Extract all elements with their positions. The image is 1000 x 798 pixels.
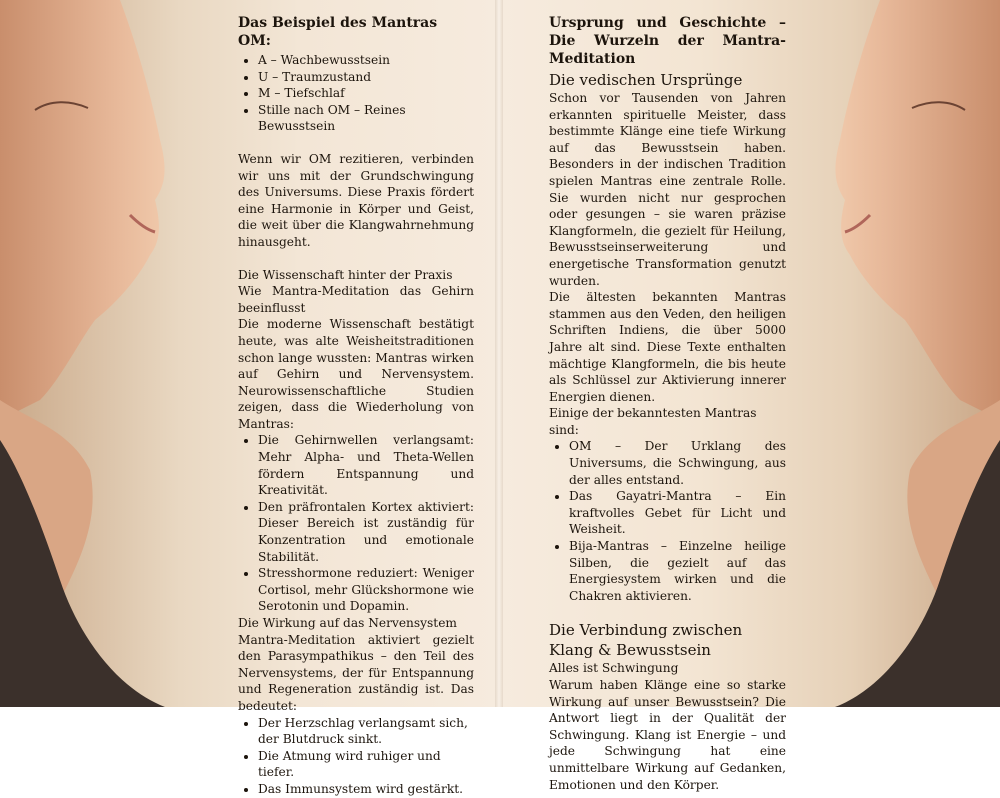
- list-item: • Die Gehirnwellen verlangsamt: Mehr Alpha- und Theta-Wellen fördern Entspannung und Kreativität.: [258, 432, 474, 498]
- om-list: [238, 52, 474, 135]
- science-subheading: Wie Mantra-Meditation das Gehirn beeinflusst: [238, 284, 474, 315]
- list-item: • Stresshormone reduziert: Weniger Cortisol, mehr Glückshormone wie Serotonin und Dopamin.: [258, 565, 474, 615]
- nerve-heading: Die Wirkung auf das Nervensystem: [238, 616, 457, 630]
- left-text-column: [238, 14, 474, 798]
- meditating-woman-left-image: [0, 0, 175, 707]
- list-item: • M – Tiefschlaf: [258, 85, 474, 102]
- science-paragraph: Die moderne Wissenschaft bestätigt heute, was alte Weisheitstraditionen schon lange wussten: Mantras wirken auf Gehirn und Nervensystem. Neurowissenschaftliche Studien zeigen, dass die Wiederholung von Mantras:: [238, 317, 474, 431]
- vedic-paragraph-2: Die ältesten bekannten Mantras stammen aus den Veden, den heiligen Schriften Indiens, die über 5000 Jahre alt sind. Diese Texte enthalten mächtige Klangformeln, die bis heute als Schlüssel zur Aktivierung innerer Energien dienen.: [549, 290, 786, 404]
- om-heading: Das Beispiel des Mantras OM:: [238, 15, 438, 49]
- list-item: • Das Gayatri-Mantra – Ein kraftvolles Gebet für Licht und Weisheit.: [569, 488, 786, 538]
- vedic-heading: Die vedischen Ursprünge: [549, 71, 743, 89]
- list-item: • Stille nach OM – Reines Bewusstsein: [258, 102, 474, 135]
- known-mantras-list: [549, 438, 786, 604]
- main-heading: Ursprung und Geschichte – Die Wurzeln der Mantra-Meditation: [549, 15, 786, 67]
- list-item: • Der Herzschlag verlangsamt sich, der Blutdruck sinkt.: [258, 715, 474, 748]
- right-text-column: [549, 14, 786, 793]
- list-item: • Bija-Mantras – Einzelne heilige Silben, die gezielt auf das Energiesystem wirken und die Chakren aktivieren.: [569, 538, 786, 604]
- list-item: • U – Traumzustand: [258, 69, 474, 86]
- science-heading: Die Wissenschaft hinter der Praxis: [238, 267, 453, 282]
- sound-heading: Die Verbindung zwischen Klang & Bewusstsein: [549, 621, 743, 660]
- list-item: • A – Wachbewusstsein: [258, 52, 474, 69]
- om-paragraph: Wenn wir OM rezitieren, verbinden wir uns mit der Grundschwingung des Universums. Diese Praxis fördert eine Harmonie in Körper und Geist, die weit über die Klangwahrnehmung hinausgeht.: [238, 151, 474, 249]
- list-item: • OM – Der Urklang des Universums, die Schwingung, aus der alles entstand.: [569, 438, 786, 488]
- list-item: • Die Atmung wird ruhiger und tiefer.: [258, 748, 474, 781]
- meditating-woman-right-image: [825, 0, 1000, 707]
- list-item: • Den präfrontalen Kortex aktiviert: Dieser Bereich ist zuständig für Konzentration und emotionale Stabilität.: [258, 499, 474, 565]
- science-list: [238, 432, 474, 615]
- nerve-paragraph: Mantra-Meditation aktiviert gezielt den Parasympathikus – den Teil des Nervensystems, der für Entspannung und Regeneration zuständig ist. Das bedeutet:: [238, 632, 474, 713]
- known-intro: Einige der bekanntesten Mantras sind:: [549, 406, 757, 437]
- sound-paragraph: Warum haben Klänge eine so starke Wirkung auf unser Bewusstsein? Die Antwort liegt in der Qualität der Schwingung. Klang ist Energie – und jede Schwingung hat eine unmittelbare Wirkung auf Gedanken, Emotionen und den Körper.: [549, 678, 786, 792]
- sound-subheading: Alles ist Schwingung: [549, 661, 679, 676]
- vedic-paragraph-1: Schon vor Tausenden von Jahren erkannten spirituelle Meister, dass bestimmte Klänge eine tiefe Wirkung auf das Bewusstsein haben. Besonders in der indischen Tradition spielen Mantras eine zentrale Rolle. Sie wurden nicht nur gesprochen oder gesungen – sie waren präzise Klangformeln, die gezielt für Heilung, Bewusstseinserweiterung und energetische Transformation genutzt wurden.: [549, 91, 786, 288]
- list-item: • Das Immunsystem wird gestärkt.: [258, 781, 474, 798]
- nerve-list: [238, 715, 474, 798]
